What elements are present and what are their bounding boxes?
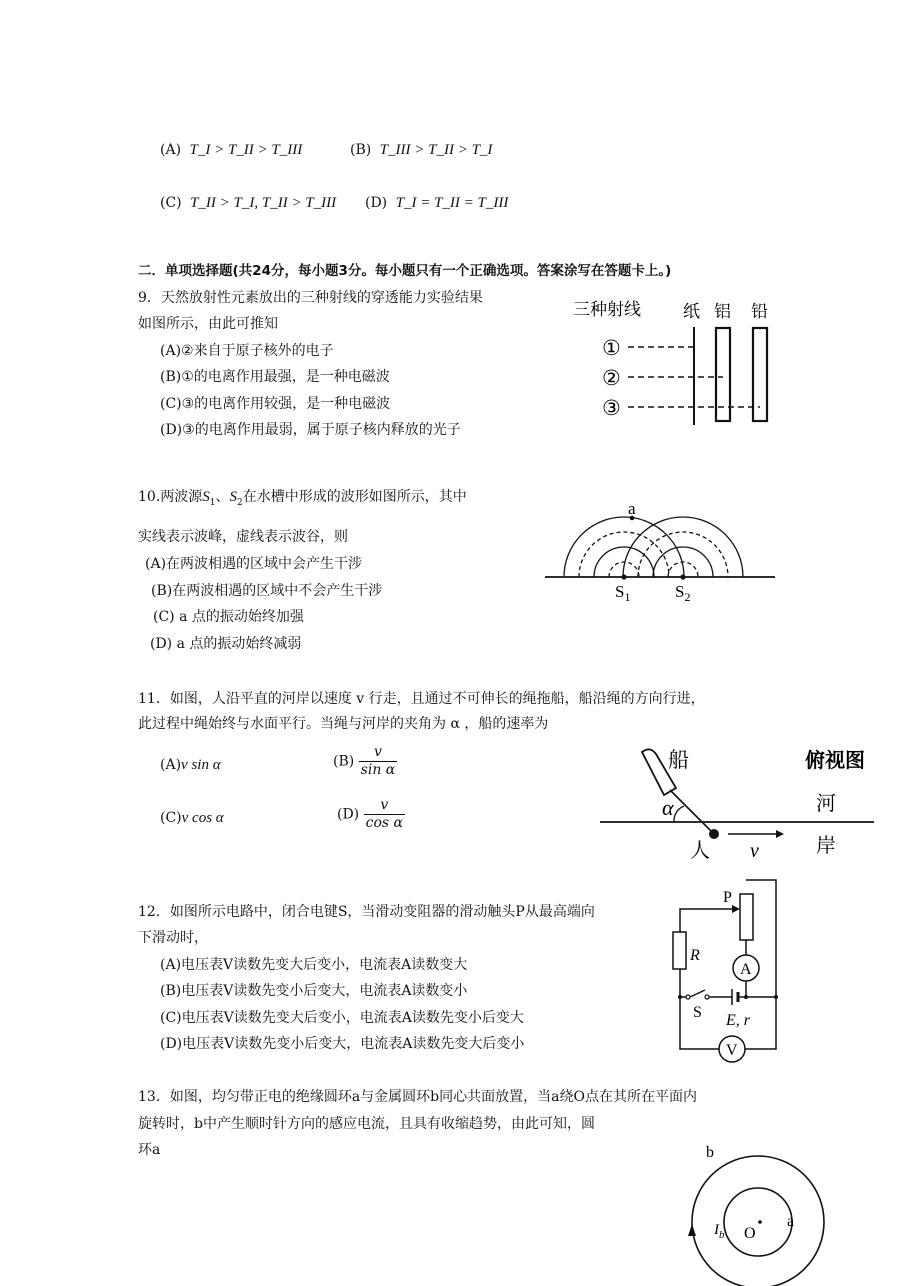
fig-paper-label: 纸 — [683, 302, 700, 321]
q11-option-b — [333, 744, 397, 779]
slider-arrow — [732, 905, 740, 913]
current-subscript: b — [719, 1229, 725, 1241]
v-label: v — [750, 840, 759, 862]
junction-dot-right — [774, 995, 778, 999]
fraction-numerator: v — [364, 797, 405, 815]
fraction-denominator: sin α — [360, 762, 396, 778]
fig-lead-label: 铅 — [751, 302, 768, 321]
source-s2 — [680, 574, 685, 579]
q9-option-b: (B)①的电离作用最强，是一种电磁波 — [160, 369, 390, 385]
s1-label — [615, 582, 630, 604]
current-letter: I — [714, 1222, 719, 1238]
option-expr: T_II > T_I, T_II > T_III — [190, 195, 337, 211]
s1-trough-2 — [579, 532, 669, 577]
option-expr: v cos α — [181, 810, 224, 826]
s1-subscript: 1 — [624, 590, 631, 604]
q11-stem-line2: 此过程中绳始终与水面平行。当绳与河岸的夹角为 α ，船的速率为 — [138, 716, 549, 732]
q9-option-a: (A)②来自于原子核外的电子 — [160, 343, 334, 359]
option-a-top — [160, 140, 302, 160]
s2-label — [675, 582, 690, 604]
fraction — [364, 797, 405, 832]
q12-option-a: (A)电压表V读数先变大后变小，电流表A读数变大 — [160, 957, 468, 973]
center-o-label: O — [744, 1225, 756, 1242]
q13-stem-line3: 环a — [138, 1142, 161, 1158]
ray-label-1: ① — [602, 336, 621, 360]
q9-option-c: (C)③的电离作用较强，是一种电磁波 — [160, 396, 391, 412]
option-c-top — [160, 193, 336, 213]
voltmeter-label: V — [726, 1042, 738, 1059]
bank-label: 岸 — [816, 835, 836, 857]
q10-option-b: (B)在两波相遇的区域中不会产生干涉 — [151, 583, 383, 599]
option-label: (A) — [160, 757, 182, 773]
q10-stem-line1 — [138, 487, 467, 513]
q10-s1: S — [202, 489, 210, 505]
person-dot — [709, 829, 719, 839]
option-expr: T_III > T_II > T_I — [379, 142, 493, 158]
s-label: S — [693, 1004, 702, 1021]
q12-stem-line2: 下滑动时， — [138, 930, 208, 946]
r-label: R — [690, 947, 700, 964]
q10-option-a: (A)在两波相遇的区域中会产生干涉 — [145, 556, 363, 572]
current-arrow — [688, 1224, 696, 1236]
switch-blade — [690, 990, 705, 997]
option-d-top — [365, 193, 508, 213]
q9-stem-line2: 如图所示，由此可推知 — [138, 316, 278, 332]
q12-figure — [660, 872, 785, 1062]
option-label: (D) — [337, 806, 360, 823]
switch-contact-left — [686, 995, 690, 999]
person-label: 人 — [690, 840, 710, 862]
ring-b-label: b — [706, 1144, 714, 1161]
source-s1 — [621, 574, 626, 579]
q10-s2: S — [229, 489, 237, 505]
option-label: (C) — [160, 195, 182, 211]
ring-a-label: a — [787, 1213, 795, 1230]
q10-option-c: (C) a 点的振动始终加强 — [153, 609, 304, 625]
option-label: (D) — [365, 195, 388, 211]
ammeter-label: A — [740, 961, 752, 978]
s2-trough-2 — [638, 532, 728, 577]
q11-option-d — [337, 797, 405, 832]
q9-figure — [570, 295, 780, 435]
q11-figure — [598, 740, 878, 865]
fig-aluminum-label: 铝 — [714, 302, 731, 321]
q13-figure — [670, 1140, 830, 1286]
q10-suffix: 在水槽中形成的波形如图所示，其中 — [242, 489, 467, 505]
ray-label-3: ③ — [602, 396, 621, 420]
option-expr: v sin α — [181, 757, 221, 773]
q12-option-c: (C)电压表V读数先变大后变小，电流表A读数先变小后变大 — [160, 1010, 524, 1026]
q10-figure — [540, 495, 780, 607]
alpha-label: α — [662, 795, 674, 820]
option-label: (B) — [350, 142, 372, 158]
q10-s2-sub: 2 — [237, 497, 243, 508]
ray-label-2: ② — [602, 366, 621, 390]
q12-option-d: (D)电压表V读数先变小后变大，电流表A读数先变大后变小 — [160, 1036, 525, 1052]
q10-s1-sub: 1 — [209, 497, 216, 508]
q13-stem-line1: 13．如图，均匀带正电的绝缘圆环a与金属圆环b同心共面放置，当a绕O点在其所在平面内 — [138, 1089, 697, 1105]
switch-contact-right — [705, 995, 709, 999]
wire-slider — [680, 909, 732, 932]
ring-b — [692, 1156, 824, 1286]
fraction-denominator: cos α — [365, 815, 403, 831]
current-label — [713, 1222, 725, 1241]
junction-dot-left — [678, 995, 682, 999]
q9-option-d: (D)③的电离作用最弱，属于原子核内释放的光子 — [160, 422, 461, 438]
center-o-dot — [758, 1220, 762, 1224]
arrow-head — [776, 830, 784, 838]
resistor-r — [673, 932, 686, 969]
option-label: (C) — [160, 810, 182, 826]
q10-sep: 、 — [215, 489, 230, 505]
q12-stem-line1: 12．如图所示电路中，闭合电键S，当滑动变阻器的滑动触头P从最高端向 — [138, 904, 595, 920]
top-view-label: 俯视图 — [805, 750, 865, 772]
rheostat — [740, 894, 753, 940]
fig-title: 三种射线 — [573, 300, 641, 319]
ring-a — [724, 1188, 795, 1256]
s1-letter: S — [615, 582, 625, 601]
q13-stem-line2: 旋转时，b中产生顺时针方向的感应电流，且具有收缩趋势，由此可知，圆 — [138, 1116, 595, 1132]
river-label: 河 — [816, 793, 836, 815]
s2-subscript: 2 — [684, 590, 691, 604]
q12-option-b: (B)电压表V读数先变小后变大，电流表A读数变小 — [160, 983, 468, 999]
option-label: (A) — [160, 142, 182, 158]
q9-stem-line1: 9．天然放射性元素放出的三种射线的穿透能力实验结果 — [138, 290, 483, 306]
option-expr: T_I > T_II > T_III — [189, 142, 303, 158]
q11-option-a — [160, 755, 221, 775]
q10-stem-line2: 实线表示波峰，虚线表示波谷，则 — [138, 529, 348, 545]
q11-stem-line1: 11．如图，人沿平直的河岸以速度 v 行走，且通过不可伸长的绳拖船，船沿绳的方向行进， — [138, 691, 705, 707]
q10-option-d: (D) a 点的振动始终减弱 — [150, 636, 302, 652]
fraction-numerator: v — [359, 744, 398, 762]
fraction — [359, 744, 398, 779]
option-b-top — [350, 140, 492, 160]
q10-prefix: 10.两波源 — [138, 489, 203, 505]
point-a-label: a — [628, 499, 636, 518]
p-label: P — [723, 889, 732, 906]
section-heading: 二．单项选择题(共24分，每小题3分。每小题只有一个正确选项。答案涂写在答题卡上。) — [138, 263, 672, 279]
q11-option-c — [160, 808, 224, 828]
s2-letter: S — [675, 582, 685, 601]
emf-label: E, r — [726, 1012, 750, 1029]
junction-dot-mid — [744, 995, 748, 999]
angle-arc — [674, 806, 684, 822]
boat-label: 船 — [668, 748, 689, 772]
option-label: (B) — [333, 753, 355, 770]
option-expr: T_I = T_II = T_III — [395, 195, 509, 211]
